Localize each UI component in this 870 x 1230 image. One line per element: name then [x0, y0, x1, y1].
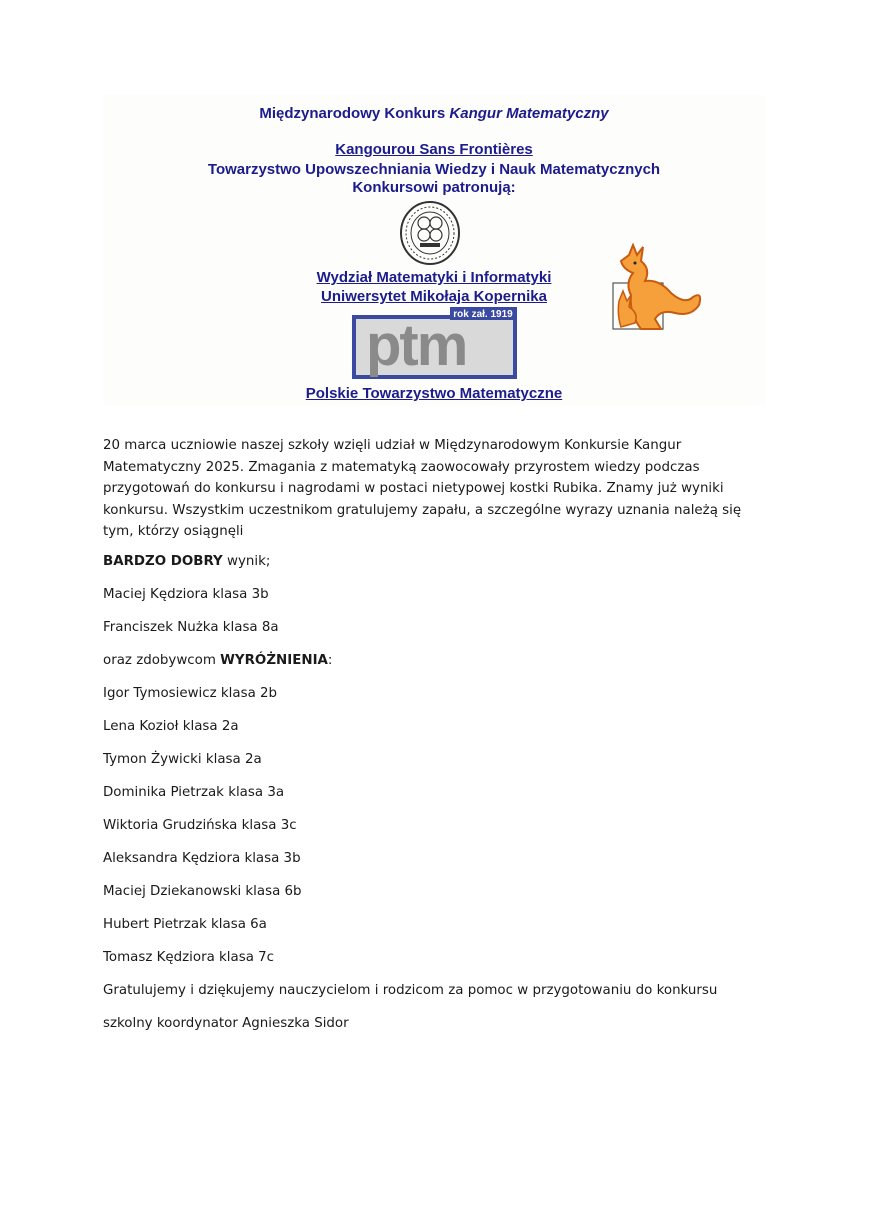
patrons-heading: Konkursowi patronują: [352, 179, 516, 196]
organizer-link[interactable]: Kangourou Sans Frontières [335, 141, 533, 158]
distinction-heading: oraz zdobywcom WYRÓŻNIENIA: [103, 653, 333, 668]
intro-paragraph: 20 marca uczniowie naszej szkoły wzięli udział w Międzynarodowym Konkursie Kangur Matematyczny 2025. Zmagania z matematyką zaowocowały przyrostem wiedzy podczas przygotowań do konkursu i nagrodami w postaci nietypowej kostki Rubika. Znamy już wyniki konkursu. Wszystkim uczestnikom gratulujemy zapału, a szczególne wyrazy uznania należą się tym, którzy osiągnęli [103, 438, 742, 539]
kangaroo-logo-icon [611, 243, 711, 333]
list-item: Wiktoria Grudzińska klasa 3c [103, 818, 297, 833]
coordinator-signature: szkolny koordynator Agnieszka Sidor [103, 1016, 349, 1031]
ptm-logo-text: ptm [366, 313, 467, 378]
announcement-body [103, 435, 763, 543]
ptm-logo [352, 307, 517, 379]
faculty-link[interactable]: Wydział Matematyki i Informatyki [316, 269, 552, 286]
list-item: Tomasz Kędziora klasa 7c [103, 950, 275, 965]
list-item: Maciej Kędziora klasa 3b [103, 587, 269, 602]
ptm-link[interactable]: Polskie Towarzystwo Matematyczne [305, 385, 563, 402]
ptm-founded-badge: rok zał. 1919 [453, 309, 513, 320]
list-item: Lena Kozioł klasa 2a [103, 719, 239, 734]
thanks-line: Gratulujemy i dziękujemy nauczycielom i rodzicom za pomoc w przygotowaniu do konkursu [103, 983, 718, 998]
list-item: Tymon Żywicki klasa 2a [103, 752, 262, 767]
header-banner [103, 95, 765, 405]
list-item: Aleksandra Kędziora klasa 3b [103, 851, 301, 866]
contest-title: Międzynarodowy Konkurs Kangur Matematyczny [259, 105, 609, 122]
list-item: Igor Tymosiewicz klasa 2b [103, 686, 278, 701]
list-item: Hubert Pietrzak klasa 6a [103, 917, 267, 932]
list-item: Franciszek Nużka klasa 8a [103, 620, 279, 635]
organizer-society: Towarzystwo Upowszechniania Wiedzy i Nauk Matematycznych [207, 161, 661, 178]
list-item: Maciej Dziekanowski klasa 6b [103, 884, 302, 899]
very-good-heading: BARDZO DOBRY wynik; [103, 554, 271, 569]
university-crest-icon [398, 199, 462, 267]
university-link[interactable]: Uniwersytet Mikołaja Kopernika [321, 288, 547, 305]
list-item: Dominika Pietrzak klasa 3a [103, 785, 285, 800]
